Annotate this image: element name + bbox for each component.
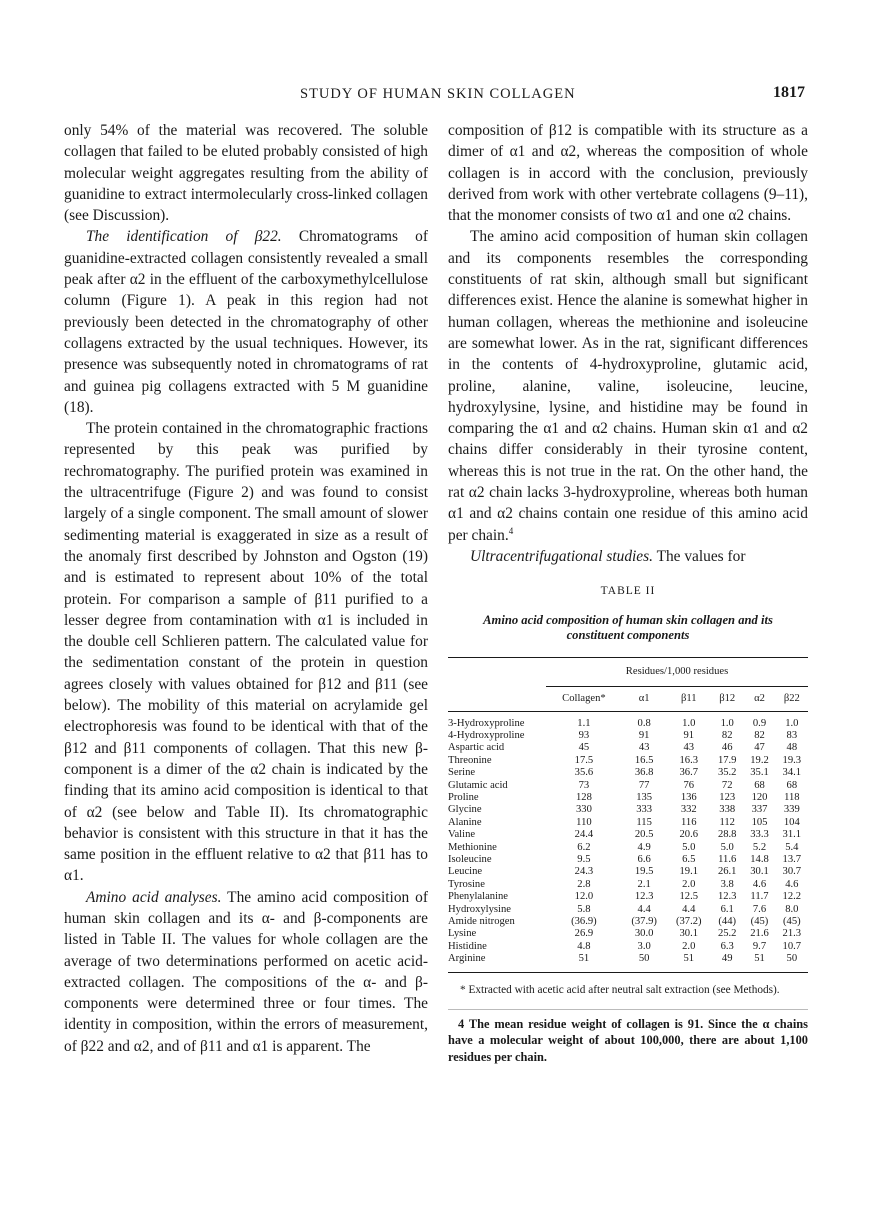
table-cell: 6.1 — [720, 903, 734, 915]
column-header: Collagen* — [546, 686, 622, 711]
table-row — [448, 904, 808, 916]
table-cell: 4.4 — [637, 903, 651, 915]
row-label: Valine — [448, 829, 476, 841]
table-cell: 51 — [754, 953, 765, 965]
table-cell: 12.5 — [679, 891, 699, 903]
row-label: Arginine — [448, 953, 486, 965]
table-cell: 35.1 — [750, 767, 769, 779]
paragraph-body: Chromatograms of guanidine-extracted collagen consistently revealed a small peak after α2 in the effluent of the carboxymethylcellulose column (Figure 1). A peak in this region had not previously been detected in the chromatography of other collagens extracted by the usual techniques. However, its presence was subsequently noted in chromatograms of rat and guinea pig collagens extracted with 5 M guanidine (18). — [64, 228, 428, 416]
table-cell: 6.2 — [577, 841, 591, 853]
table-cell: 49 — [721, 953, 733, 965]
column-header: β12 — [711, 686, 743, 711]
table-cell: 33.3 — [750, 829, 769, 841]
table-row — [448, 854, 808, 866]
table-cell: 82 — [721, 729, 733, 741]
table-cell: 110 — [576, 816, 592, 828]
table-caption: Amino acid composition of human skin collagen and its constituent components — [483, 612, 773, 642]
row-label: Proline — [448, 791, 479, 803]
table-cell: 24.3 — [574, 866, 594, 878]
table-row — [448, 941, 808, 953]
table-cell: 51 — [683, 953, 695, 965]
table-cell: 21.3 — [782, 928, 802, 940]
table-row — [448, 780, 808, 792]
table-cell: 82 — [754, 729, 765, 741]
table-cell: 6.5 — [682, 854, 696, 865]
table-cell: (44) — [718, 916, 737, 928]
section-heading: The identification of β22. — [86, 228, 282, 246]
table-cell: 337 — [751, 804, 768, 816]
table-cell: 36.8 — [634, 767, 654, 779]
table-cell: 5.0 — [682, 841, 696, 853]
table-cell: 30.7 — [782, 866, 802, 878]
table-cell: 76 — [683, 779, 695, 791]
table-cell: 13.7 — [782, 854, 802, 865]
row-label: 4-Hydroxyproline — [448, 729, 525, 741]
table-cell: 17.9 — [717, 754, 737, 766]
table-cell: 51 — [578, 953, 590, 965]
table-cell: 12.2 — [782, 891, 802, 903]
table-row — [448, 817, 808, 829]
table-cell: 77 — [638, 779, 650, 791]
row-label: Alanine — [448, 816, 482, 828]
row-label: Amide nitrogen — [448, 916, 515, 928]
table-cell: 21.6 — [750, 928, 769, 940]
table-cell: 4.8 — [577, 940, 591, 952]
table-cell: (45) — [783, 916, 801, 928]
table-cell: 19.5 — [634, 866, 654, 878]
table-cell: 333 — [636, 804, 653, 816]
table-cell: 123 — [719, 791, 736, 803]
row-label: Hydroxylysine — [448, 903, 511, 915]
table-cell: 6.3 — [720, 940, 734, 952]
row-label: 3-Hydroxyproline — [448, 717, 525, 729]
table-cell: 1.0 — [720, 717, 734, 729]
table-cell: 0.8 — [637, 717, 651, 729]
table-cell: 50 — [638, 953, 650, 965]
row-label: Glutamic acid — [448, 779, 508, 791]
paragraph-body: The amino acid composition of human skin collagen and its α- and β-components are listed in Table II. The values for whole collagen are the average of two determinations performed on acetic acid-extracted collagen. The compositions of the α- and β-components were determined three or four times. The identity in composition, within the errors of measurement, of β22 and α2, and of β11 and α1 is apparent. The — [64, 888, 428, 1055]
table-cell: 3.0 — [637, 940, 651, 952]
table-cell: 5.4 — [785, 841, 799, 853]
table-cell: 19.3 — [782, 754, 802, 766]
table-row — [448, 879, 808, 891]
paragraph-body: The values for — [656, 547, 746, 565]
table-cell: 116 — [681, 816, 697, 828]
table-cell: 48 — [786, 742, 798, 754]
paragraph — [448, 226, 808, 545]
table-cell: 93 — [578, 729, 590, 741]
row-label: Aspartic acid — [448, 742, 505, 754]
column-header: β22 — [776, 686, 808, 711]
table-cell: 6.6 — [637, 854, 651, 865]
table-cell: 5.8 — [577, 903, 591, 915]
table-cell: 16.3 — [679, 754, 699, 766]
table-cell: 46 — [721, 742, 733, 754]
paragraph-body: The amino acid composition of human skin collagen and its components resembles the corresponding constituents of rat skin, although small but significant differences exist. Hence the alanine is somewhat higher in human collagen, whereas the methionine and isoleucine are somewhat lower. As in the rat, significant differences in the contents of 4-hydroxyproline, glutamic acid, proline, alanine, valine, isoleucine, leucine, hydroxylysine, lysine, and histidine may be found in comparing the α1 and α2 chains. Human skin α1 and α2 chains differ considerably in their tyrosine content, whereas this is not true in the rat. On the other hand, the rat α2 chain lacks 3-hydroxyproline, whereas both human α1 and α2 chains contain one residue of this amino acid per chain. — [448, 228, 808, 544]
section-heading: Amino acid analyses. — [86, 888, 222, 906]
table-cell: 68 — [754, 779, 765, 791]
table-cell: 5.2 — [752, 841, 767, 853]
table-cell: 112 — [719, 816, 735, 828]
row-label: Tyrosine — [448, 878, 485, 890]
row-label: Methionine — [448, 841, 497, 853]
table-cell: 12.3 — [717, 891, 737, 903]
table-cell: 8.0 — [785, 903, 799, 915]
running-header — [0, 86, 890, 108]
table-cell: (36.9) — [571, 916, 597, 928]
paragraph: only 54% of the material was recovered. The soluble collagen that failed to be eluted probably consisted of high molecular weight aggregates resulting from the ability of guanidine to extract intermolecularly cross-linked collagen (see Discussion). — [64, 122, 428, 225]
table-cell: 2.0 — [682, 940, 696, 952]
table-cell: (37.9) — [631, 916, 657, 928]
table-cell: 30.0 — [634, 928, 654, 940]
table-cell: 9.5 — [577, 854, 591, 865]
table-cell: 0.9 — [752, 717, 767, 729]
table-cell: 2.0 — [682, 878, 696, 890]
table-row — [448, 755, 808, 767]
table-cell: 35.6 — [574, 767, 594, 779]
table-cell: 43 — [638, 742, 650, 754]
page-number: 1817 — [773, 84, 805, 101]
paragraph: composition of β12 is compatible with its structure as a dimer of α1 and α2, whereas the composition of whole collagen is in accord with the conclusion, previously derived from work with other vertebrate collagens (9–11), that the monomer consists of two α1 and one α2 chains. — [448, 122, 808, 225]
table-cell: 30.1 — [750, 866, 769, 878]
table-footnote: * Extracted with acetic acid after neutral salt extraction (see Methods). — [460, 983, 780, 996]
table-cell: 14.8 — [750, 854, 769, 865]
table-cell: 118 — [784, 791, 800, 803]
running-title: STUDY OF HUMAN SKIN COLLAGEN — [300, 86, 576, 102]
table-cell: 20.5 — [634, 829, 654, 841]
table-cell: (37.2) — [675, 916, 702, 928]
row-label: Glycine — [448, 804, 482, 816]
table-cell: 26.1 — [717, 866, 737, 878]
units-header: Residues/1,000 residues — [546, 658, 808, 687]
table-cell: 10.7 — [782, 940, 802, 952]
table-cell: 12.3 — [634, 891, 654, 903]
table-cell: 9.7 — [752, 940, 767, 952]
table-cell: 91 — [683, 729, 695, 741]
table-cell: 1.0 — [785, 717, 799, 729]
table-cell: 338 — [719, 804, 736, 816]
right-column — [448, 120, 808, 1065]
section-paragraph — [448, 546, 808, 567]
column-header: α1 — [622, 686, 667, 711]
section-paragraph — [64, 887, 428, 1057]
table-cell: 24.4 — [574, 829, 594, 841]
table-cell: 105 — [751, 816, 768, 828]
table-row — [448, 767, 808, 779]
table-cell: 330 — [575, 804, 592, 816]
table-cell: 83 — [786, 729, 798, 741]
table-cell: 4.9 — [637, 841, 651, 853]
table-cell: 36.7 — [679, 767, 699, 779]
table-row — [448, 842, 808, 854]
table-cell: 91 — [638, 729, 650, 741]
table-cell: 35.2 — [717, 767, 737, 779]
footnote-marker: 4 — [508, 525, 514, 536]
table-cell: 34.1 — [782, 767, 802, 779]
left-column — [64, 120, 428, 1057]
table-cell: 25.2 — [717, 928, 737, 940]
table-row — [448, 916, 808, 928]
section-heading: Ultracentrifugational studies. — [470, 547, 653, 565]
table-cell: 68 — [786, 779, 798, 791]
table-cell: 120 — [751, 791, 768, 803]
table-row — [448, 928, 808, 940]
table-cell: 73 — [578, 779, 590, 791]
table-cell: 4.4 — [682, 903, 696, 915]
paragraph: The protein contained in the chromatographic fractions represented by this peak was purified by rechromatography. The purified protein was examined in the ultracentrifuge (Figure 2) and was found to consist largely of a single component. The small amount of slower sedimenting material is exaggerated in size as a result of the anomaly first described by Johnston and Ogston (19) and is estimated to represent about 10% of the total protein. For comparison a sample of β11 purified to a lesser degree from contamination with α1 is included in the double cell Schlieren pattern. The calculated value for the sedimentation constant of the protein in question agrees closely with values obtained for β12 and β11 (see below). The mobility of this material on acrylamide gel electrophoresis was found to be identical with that of the β12 and β11 components of collagen. That this new β-component is a dimer of the α2 chain is indicated by the finding that its amino acid composition is identical to that of α2 (see below and Table II). Its chromatographic behavior is consistent with this structure in that it has the same position in the effluent relative to α2 that β11 has to α1. — [64, 420, 428, 885]
table-cell: 20.6 — [679, 829, 699, 841]
table-cell: 17.5 — [574, 754, 594, 766]
table-cell: 47 — [754, 742, 765, 754]
table-cell: 28.8 — [717, 829, 737, 841]
table-row — [448, 891, 808, 903]
table-cell: 16.5 — [634, 754, 654, 766]
table-row — [448, 866, 808, 878]
row-label: Phenylalanine — [448, 891, 509, 903]
table-cell: 26.9 — [574, 928, 594, 940]
row-label: Histidine — [448, 940, 487, 952]
table-cell: 11.6 — [718, 854, 737, 865]
column-header: β11 — [666, 686, 711, 711]
table-row — [448, 711, 808, 730]
table-cell: 2.1 — [637, 878, 651, 890]
table-cell: 19.2 — [750, 754, 769, 766]
table-row — [448, 829, 808, 841]
table-cell: 135 — [636, 791, 653, 803]
table-cell: 4.6 — [785, 878, 799, 890]
table-cell: 43 — [683, 742, 695, 754]
table-row — [448, 953, 808, 971]
table-cell: 30.1 — [679, 928, 699, 940]
table-cell: 31.1 — [782, 829, 802, 841]
table-cell: 1.1 — [577, 717, 591, 729]
table-cell: 72 — [721, 779, 733, 791]
row-label: Lysine — [448, 928, 477, 940]
column-header: α2 — [743, 686, 775, 711]
table-cell: 5.0 — [720, 841, 734, 853]
table-cell: 104 — [783, 816, 800, 828]
table-row — [448, 742, 808, 754]
table-cell: 136 — [680, 791, 697, 803]
table-cell: (45) — [750, 916, 769, 928]
row-label: Leucine — [448, 866, 483, 878]
section-paragraph — [64, 226, 428, 418]
table-number: TABLE II — [600, 585, 656, 598]
table-row — [448, 730, 808, 742]
table-cell: 332 — [680, 804, 697, 816]
row-label: Isoleucine — [448, 854, 492, 865]
table-cell: 2.8 — [577, 878, 591, 890]
row-label: Threonine — [448, 754, 492, 766]
table-cell: 7.6 — [752, 903, 767, 915]
table-cell: 4.6 — [752, 878, 767, 890]
table-cell: 50 — [786, 953, 798, 965]
table-row — [448, 804, 808, 816]
table-cell: 339 — [783, 804, 800, 816]
table-row — [448, 792, 808, 804]
table-cell: 128 — [575, 791, 592, 803]
page-footnote: 4 The mean residue weight of collagen is 91. Since the α chains have a molecular weight of about 100,000, there are about 1,100 residues per chain. — [448, 1009, 808, 1066]
amino-acid-table — [448, 657, 808, 973]
table-cell: 115 — [636, 816, 652, 828]
table-body — [448, 711, 808, 972]
table-cell: 12.0 — [574, 891, 594, 903]
row-label-header — [448, 686, 546, 711]
table-cell: 19.1 — [679, 866, 699, 878]
row-label: Serine — [448, 767, 476, 779]
table-corner — [448, 658, 546, 687]
table-cell: 45 — [578, 742, 590, 754]
table-cell: 1.0 — [682, 717, 696, 729]
table-cell: 3.8 — [720, 878, 734, 890]
table-cell: 11.7 — [750, 891, 769, 903]
